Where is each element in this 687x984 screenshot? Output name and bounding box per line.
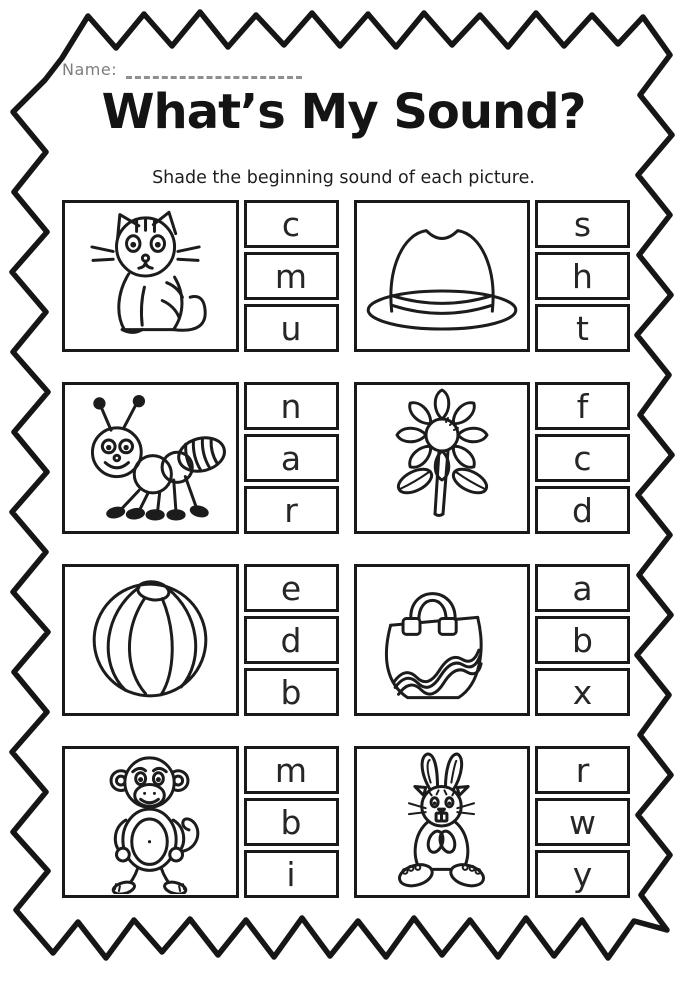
letter-option[interactable]: n (244, 382, 339, 430)
monkey-image (62, 746, 239, 898)
letter-option[interactable]: i (244, 850, 339, 898)
letter-options-rabbit (535, 746, 630, 898)
letter-option[interactable]: a (244, 434, 339, 482)
letter-option[interactable]: c (244, 200, 339, 248)
letter-option[interactable]: h (535, 252, 630, 300)
card-hat (354, 200, 631, 352)
letter-option[interactable]: e (244, 564, 339, 612)
name-row (62, 60, 302, 79)
name-input-line[interactable] (126, 63, 302, 79)
letter-option[interactable]: y (535, 850, 630, 898)
letter-option[interactable]: r (535, 746, 630, 794)
letter-option[interactable]: b (535, 616, 630, 664)
rabbit-image (354, 746, 531, 898)
card-cat (62, 200, 339, 352)
letter-option[interactable]: d (244, 616, 339, 664)
letter-options-flower (535, 382, 630, 534)
letter-option[interactable]: b (244, 668, 339, 716)
letter-option[interactable]: b (244, 798, 339, 846)
letter-option[interactable]: u (244, 304, 339, 352)
letter-options-ball (244, 564, 339, 716)
letter-option[interactable]: m (244, 746, 339, 794)
letter-options-monkey (244, 746, 339, 898)
letter-option[interactable]: s (535, 200, 630, 248)
ball-image (62, 564, 239, 716)
letter-option[interactable]: a (535, 564, 630, 612)
letter-option[interactable]: f (535, 382, 630, 430)
flower-image (354, 382, 531, 534)
card-flower (354, 382, 631, 534)
cards-grid (62, 200, 630, 898)
letter-options-bag (535, 564, 630, 716)
name-label: Name: (62, 60, 118, 79)
letter-option[interactable]: x (535, 668, 630, 716)
card-ball (62, 564, 339, 716)
card-bag (354, 564, 631, 716)
cat-image (62, 200, 239, 352)
letter-options-ant (244, 382, 339, 534)
letter-option[interactable]: t (535, 304, 630, 352)
letter-option[interactable]: w (535, 798, 630, 846)
card-ant (62, 382, 339, 534)
letter-option[interactable]: r (244, 486, 339, 534)
letter-options-cat (244, 200, 339, 352)
bag-image (354, 564, 531, 716)
letter-option[interactable]: c (535, 434, 630, 482)
hat-image (354, 200, 531, 352)
letter-option[interactable]: d (535, 486, 630, 534)
letter-options-hat (535, 200, 630, 352)
card-monkey (62, 746, 339, 898)
letter-option[interactable]: m (244, 252, 339, 300)
instructions: Shade the beginning sound of each picture. (152, 168, 535, 188)
page-title: What’s My Sound? (101, 84, 586, 140)
ant-image (62, 382, 239, 534)
card-rabbit (354, 746, 631, 898)
